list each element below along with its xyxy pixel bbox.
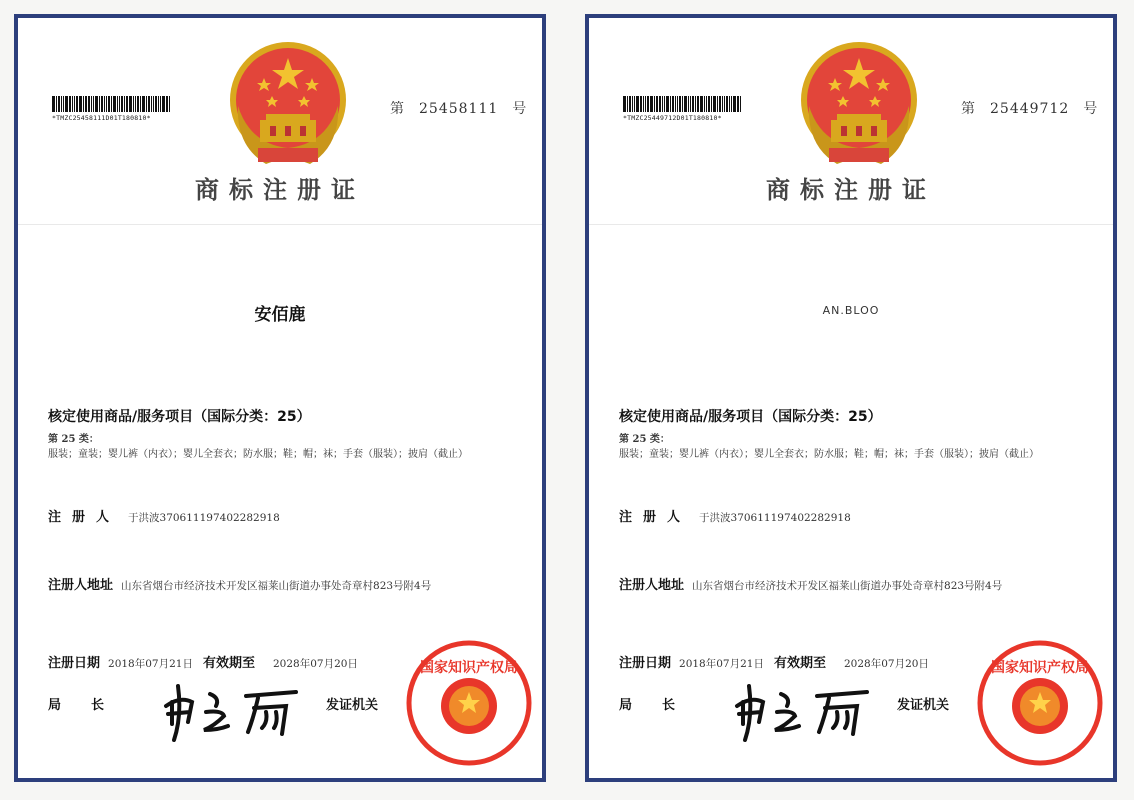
- goods-items: 服装；童装；婴儿裤（内衣）；婴儿全套衣；防水服；鞋；帽；袜；手套（服装）；披肩（截止）: [619, 449, 1039, 460]
- barcode-bar: [111, 96, 112, 112]
- barcode-bar: [722, 96, 723, 112]
- address-label: 注册人地址: [48, 578, 114, 593]
- barcode-bar: [666, 96, 669, 112]
- registrant-row: [48, 506, 280, 525]
- document-title: 商标注册证: [766, 175, 936, 204]
- national-emblem-icon: [226, 36, 350, 172]
- barcode-text: *TMZC25449712D01T180810*: [623, 114, 722, 122]
- barcode-bar: [729, 96, 730, 112]
- barcode-bar: [133, 96, 134, 112]
- fold-line: [18, 224, 542, 225]
- barcode-bar: [101, 96, 103, 112]
- barcode-bar: [99, 96, 100, 112]
- registrant-value: 于洪波370611197402282918: [128, 512, 280, 524]
- registrant-row: [619, 506, 851, 525]
- national-emblem-icon: [797, 36, 921, 172]
- barcode-bar: [137, 96, 139, 112]
- barcode-bar: [160, 96, 161, 112]
- seal-lettering: 国家知识产权局: [420, 660, 518, 676]
- barcode-bar: [148, 96, 150, 112]
- valid-until-value: 2028年07月20日: [843, 658, 929, 670]
- barcode-bar: [91, 96, 92, 112]
- barcode-bar: [119, 96, 120, 112]
- barcode-bar: [61, 96, 62, 112]
- barcode-bar: [623, 96, 626, 112]
- barcode-bar: [713, 96, 716, 112]
- barcode-bar: [85, 96, 87, 112]
- certificate-right: [585, 14, 1117, 782]
- barcode-bar: [158, 96, 159, 112]
- barcode-icon: [623, 96, 763, 112]
- barcode-bar: [737, 96, 739, 112]
- registrant-label: 注册人: [619, 510, 692, 525]
- document-title: 商标注册证: [195, 175, 365, 204]
- barcode-bar: [724, 96, 725, 112]
- barcode-bar: [142, 96, 145, 112]
- valid-until-label: 有效期至: [773, 656, 826, 671]
- barcode-bar: [670, 96, 671, 112]
- cert-no-value: 25458111: [419, 101, 499, 117]
- barcode-bar: [717, 96, 718, 112]
- address-row: [619, 574, 1002, 593]
- certificate-number: [390, 98, 527, 118]
- goods-heading: 核定使用商品/服务项目（国际分类：25）: [619, 409, 882, 425]
- barcode-bar: [121, 96, 123, 112]
- chief-label: 局长: [619, 698, 706, 713]
- reg-date-label: 注册日期: [619, 656, 672, 671]
- barcode-bar: [700, 96, 703, 112]
- cert-no-suffix: 号: [512, 101, 528, 117]
- barcode-bar: [692, 96, 694, 112]
- signature-icon: [158, 676, 306, 742]
- barcode-bar: [677, 96, 678, 112]
- barcode-bar: [146, 96, 147, 112]
- cert-no-suffix: 号: [1083, 101, 1099, 117]
- barcode-bar: [688, 96, 689, 112]
- issuer-label: 发证机关: [897, 698, 950, 713]
- barcode-bar: [632, 96, 633, 112]
- official-seal-icon: [406, 640, 532, 766]
- valid-until-value: 2028年07月20日: [272, 658, 358, 670]
- barcode-bar: [74, 96, 75, 112]
- barcode-bar: [708, 96, 710, 112]
- barcode-bar: [117, 96, 118, 112]
- barcode-bar: [58, 96, 60, 112]
- goods-heading: 核定使用商品/服务项目（国际分类：25）: [48, 409, 311, 425]
- barcode-bar: [662, 96, 663, 112]
- barcode-bar: [679, 96, 681, 112]
- barcode-bar: [690, 96, 691, 112]
- barcode-bar: [155, 96, 157, 112]
- barcode-bar: [695, 96, 696, 112]
- address-label: 注册人地址: [619, 578, 685, 593]
- barcode-bar: [140, 96, 141, 112]
- barcode-bar: [65, 96, 68, 112]
- cert-no-value: 25449712: [990, 101, 1070, 117]
- barcode-bar: [79, 96, 82, 112]
- barcode-bar: [108, 96, 110, 112]
- barcode-bar: [656, 96, 658, 112]
- barcode-bar: [654, 96, 655, 112]
- barcode-bar: [129, 96, 132, 112]
- fold-line: [589, 224, 1113, 225]
- barcode-bar: [636, 96, 639, 112]
- barcode-bar: [93, 96, 94, 112]
- reg-date-value: 2018年07月21日: [679, 658, 764, 670]
- barcode-bar: [647, 96, 649, 112]
- barcode-bar: [69, 96, 71, 112]
- barcode-bar: [726, 96, 728, 112]
- barcode-bar: [664, 96, 665, 112]
- barcode-text: *TMZC25458111D01T180810*: [52, 114, 151, 122]
- reg-date-value: 2018年07月21日: [108, 658, 193, 670]
- trademark-text: 安佰鹿: [254, 305, 306, 325]
- barcode-bar: [113, 96, 116, 112]
- barcode-bar: [650, 96, 653, 112]
- barcode-bar: [72, 96, 73, 112]
- barcode-bar: [672, 96, 674, 112]
- barcode-bar: [153, 96, 154, 112]
- signature-icon: [729, 676, 877, 742]
- official-seal-icon: [977, 640, 1103, 766]
- goods-list: [48, 432, 518, 462]
- cert-no-prefix: 第: [961, 101, 976, 117]
- address-row: [48, 574, 431, 593]
- goods-items: 服装；童装；婴儿裤（内衣）；婴儿全套衣；防水服；鞋；帽；袜；手套（服装）；披肩（截止）: [48, 449, 468, 460]
- chief-label: 局长: [48, 698, 135, 713]
- barcode-bar: [684, 96, 687, 112]
- barcode-bar: [162, 96, 165, 112]
- barcode-bar: [83, 96, 84, 112]
- barcode-bar: [124, 96, 125, 112]
- registrant-value: 于洪波370611197402282918: [699, 512, 851, 524]
- chief-row: [619, 694, 705, 713]
- barcode-icon: [52, 96, 192, 112]
- barcode-bar: [104, 96, 105, 112]
- barcode-bar: [56, 96, 57, 112]
- barcode: [52, 96, 192, 122]
- barcode-bar: [629, 96, 631, 112]
- date-row: [48, 652, 358, 671]
- issuer-label: 发证机关: [326, 698, 379, 713]
- barcode-bar: [135, 96, 136, 112]
- barcode-bar: [106, 96, 107, 112]
- goods-class-label: 第 25 类：: [48, 434, 99, 445]
- barcode-bar: [719, 96, 721, 112]
- barcode-bar: [95, 96, 98, 112]
- address-value: 山东省烟台市经济技术开发区福莱山街道办事处奇章村823号附4号: [692, 580, 1003, 592]
- valid-until-label: 有效期至: [202, 656, 255, 671]
- barcode: [623, 96, 763, 122]
- barcode-bar: [682, 96, 683, 112]
- barcode-bar: [711, 96, 712, 112]
- barcode-bar: [704, 96, 705, 112]
- goods-class-label: 第 25 类：: [619, 434, 670, 445]
- certificate-left: [14, 14, 546, 782]
- barcode-bar: [740, 96, 741, 112]
- barcode-bar: [675, 96, 676, 112]
- chief-row: [48, 694, 134, 713]
- barcode-bar: [659, 96, 661, 112]
- barcode-bar: [151, 96, 152, 112]
- barcode-bar: [697, 96, 699, 112]
- barcode-bar: [166, 96, 168, 112]
- barcode-bar: [733, 96, 736, 112]
- reg-date-label: 注册日期: [48, 656, 101, 671]
- registrant-label: 注册人: [48, 510, 121, 525]
- barcode-bar: [731, 96, 732, 112]
- barcode-bar: [643, 96, 644, 112]
- barcode-bar: [645, 96, 646, 112]
- barcode-bar: [126, 96, 128, 112]
- barcode-bar: [88, 96, 90, 112]
- barcode-bar: [63, 96, 64, 112]
- cert-no-prefix: 第: [390, 101, 405, 117]
- certificate-number: [961, 98, 1098, 118]
- date-row: [619, 652, 929, 671]
- goods-list: [619, 432, 1089, 462]
- barcode-bar: [52, 96, 55, 112]
- barcode-bar: [706, 96, 707, 112]
- barcode-bar: [634, 96, 635, 112]
- address-value: 山东省烟台市经济技术开发区福莱山街道办事处奇章村823号附4号: [121, 580, 432, 592]
- barcode-bar: [627, 96, 628, 112]
- barcode-bar: [640, 96, 642, 112]
- barcode-bar: [169, 96, 170, 112]
- barcode-bar: [76, 96, 78, 112]
- trademark-text: AN.BLOO: [822, 304, 880, 317]
- seal-lettering: 国家知识产权局: [991, 660, 1089, 676]
